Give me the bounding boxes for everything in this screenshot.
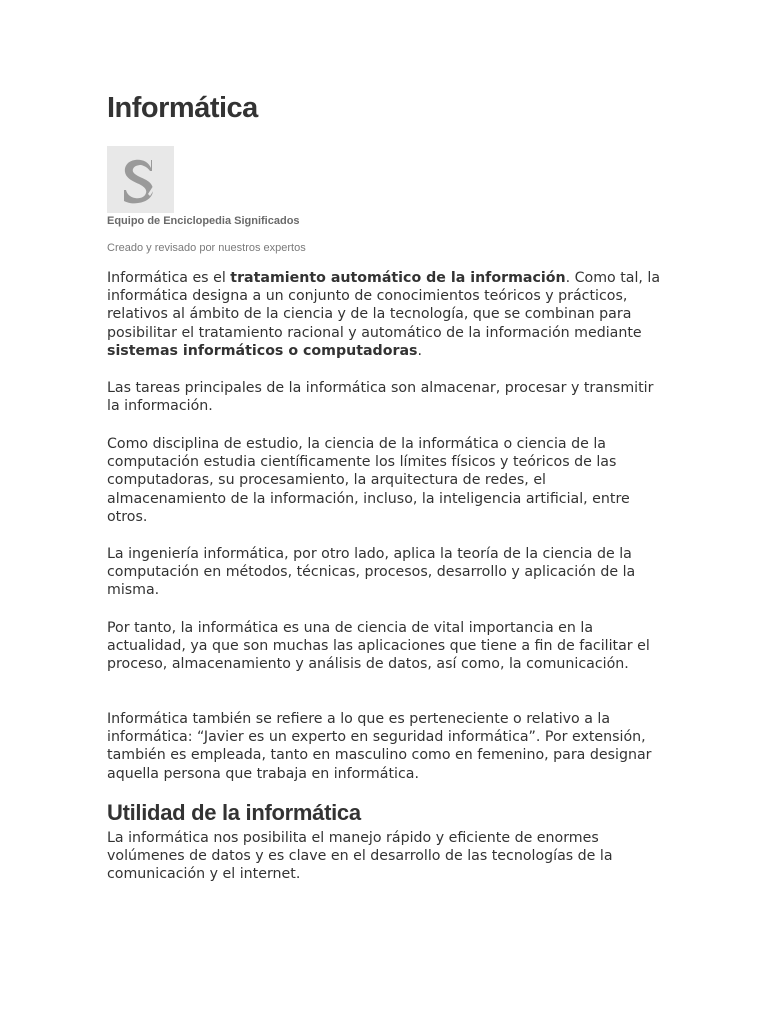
- paragraph-discipline: Como disciplina de estudio, la ciencia de la informática o ciencia de la computación estudia científicamente los límites físicos y teóricos de las computadoras, su procesamiento, la arquitectura de redes, el almacenamiento de la información, incluso, la inteligencia artificial, entre otros.: [107, 436, 630, 525]
- text-span: Informática es el: [107, 270, 231, 286]
- significados-logo: [107, 146, 174, 213]
- bold-term: tratamiento automático de la información: [230, 270, 566, 286]
- significados-s-logo-icon: [107, 146, 174, 213]
- paragraph-definition: [107, 269, 663, 360]
- section-heading: Utilidad de la informática: [107, 800, 361, 825]
- text-span: . Como tal, la informática designa a un conjunto de conocimientos teóricos y prácticos, relativos al ámbito de la ciencia y de la tecnología, que se combinan para posibilitar el tratamiento racional y automático de la información mediante: [107, 270, 661, 341]
- paragraph-usage: Informática también se refiere a lo que es perteneciente o relativo a la informática: “Javier es un experto en seguridad informática”. Por extensión, también es empleada, tanto en masculino como en femenino, para designar aquella persona que trabaja en informática.: [107, 711, 652, 782]
- paragraph-engineering: La ingeniería informática, por otro lado, aplica la teoría de la ciencia de la computación en métodos, técnicas, procesos, desarrollo y aplicación de la misma.: [107, 546, 636, 599]
- page-title: Informática: [107, 92, 258, 124]
- text-span: .: [417, 342, 422, 359]
- review-note: Creado y revisado por nuestros expertos: [107, 242, 306, 254]
- author-name: Equipo de Enciclopedia Significados: [107, 215, 300, 227]
- paragraph-importance: Por tanto, la informática es una de ciencia de vital importancia en la actualidad, ya que son muchas las aplicaciones que tiene a fin de facilitar el proceso, almacenamiento y análisis de datos, así como, la comunicación.: [107, 620, 650, 673]
- paragraph-tasks: Las tareas principales de la informática son almacenar, procesar y transmitir la información.: [107, 380, 654, 415]
- paragraph-utility: La informática nos posibilita el manejo rápido y eficiente de enormes volúmenes de datos y es clave en el desarrollo de las tecnologías de la comunicación y el internet.: [107, 830, 613, 883]
- bold-term: sistemas informáticos o computadoras: [107, 342, 418, 359]
